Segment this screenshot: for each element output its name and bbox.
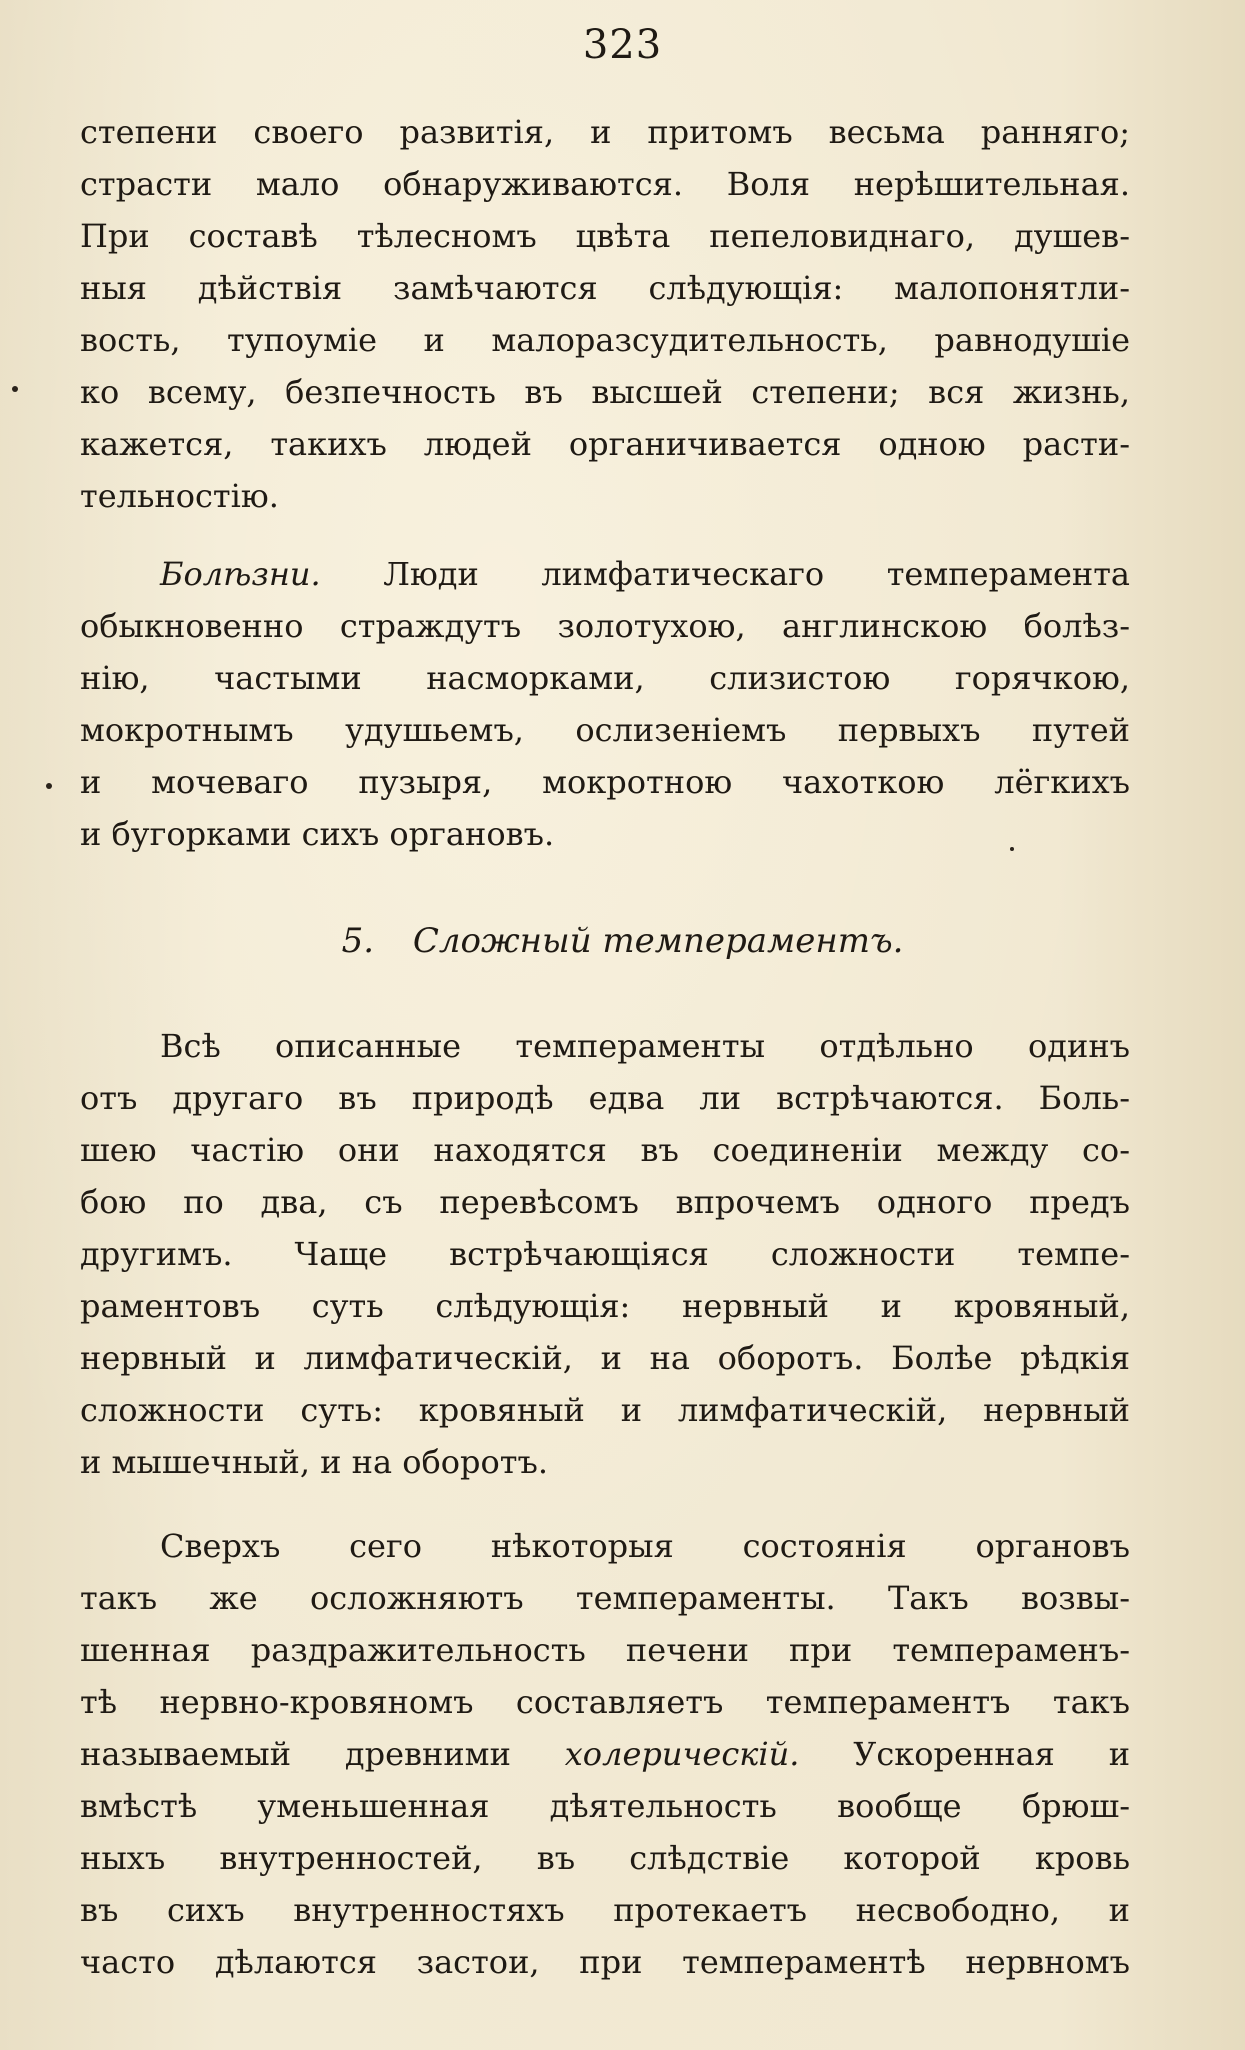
section-heading — [0, 915, 1245, 967]
paragraph-2 — [80, 548, 1130, 860]
text-line: При составѣ тѣлесномъ цвѣта пепеловиднаго, душев- — [80, 217, 1130, 255]
text-line: въ сихъ внутренностяхъ протекаетъ несвободно, и — [80, 1891, 1130, 1929]
text-line: нію, частыми насморками, слизистою горячкою, — [80, 659, 1130, 697]
text-line: степени своего развитія, и притомъ весьма ранняго; — [80, 113, 1130, 151]
text-line: тѣ нервно-кровяномъ составляетъ темпераментъ такъ — [80, 1683, 1130, 1721]
text-line: и бугорками сихъ органовъ. — [80, 815, 555, 853]
text-line: часто дѣлаются застои, при темпераментѣ нервномъ — [80, 1943, 1130, 1981]
text-line: ныя дѣйствія замѣчаются слѣдующія: малопонятли- — [80, 269, 1130, 307]
text-line: обыкновенно страждутъ золотухою, англинскою болѣз- — [80, 607, 1130, 645]
margin-speck — [12, 386, 18, 392]
text-line: вмѣстѣ уменьшенная дѣятельность вообще брюш- — [80, 1787, 1130, 1825]
paragraph-3 — [80, 1020, 1130, 1488]
text-line: другимъ. Чаще встрѣчающіяся сложности темпе- — [80, 1235, 1130, 1273]
section-number: 5. — [341, 921, 375, 961]
text-line: страсти мало обнаруживаются. Воля нерѣшительная. — [80, 165, 1130, 203]
text-line: раментовъ суть слѣдующія: нервный и кровяный, — [80, 1287, 1130, 1325]
text-line: тельностію. — [80, 477, 279, 515]
text-line: бою по два, съ перевѣсомъ впрочемъ одного предъ — [80, 1183, 1130, 1221]
text-line: мокротнымъ удушьемъ, ослизеніемъ первыхъ путей — [80, 711, 1130, 749]
text-line: шею частію они находятся въ соединеніи между со- — [80, 1131, 1130, 1169]
text-span: Люди лимфатическаго темперамента — [383, 555, 1130, 593]
margin-speck — [46, 783, 52, 789]
text-line: сложности суть: кровяный и лимфатическій, нервный — [80, 1391, 1130, 1429]
text-span: Ускоренная и — [853, 1735, 1130, 1773]
text-line-mixed — [80, 1728, 1130, 1780]
text-line: Всѣ описанные темпераменты отдѣльно одинъ — [160, 1027, 1130, 1065]
paragraph-1 — [80, 106, 1130, 522]
text-line: кажется, такихъ людей органичивается одною расти- — [80, 425, 1130, 463]
text-line: и мочеваго пузыря, мокротною чахоткою лёгкихъ — [80, 763, 1130, 801]
text-line: Сверхъ сего нѣкоторыя состоянія органовъ — [160, 1527, 1130, 1565]
section-title: Сложный темпераментъ. — [412, 921, 904, 961]
text-line: такъ же осложняютъ темпераменты. Такъ возвы- — [80, 1579, 1130, 1617]
text-span: называемый древними — [80, 1735, 511, 1773]
paragraph-4 — [80, 1520, 1130, 1988]
text-line: и мышечный, и на оборотъ. — [80, 1443, 549, 1481]
text-line: ныхъ внутренностей, въ слѣдствіе которой кровь — [80, 1839, 1130, 1877]
text-line: отъ другаго въ природѣ едва ли встрѣчаются. Боль- — [80, 1079, 1130, 1117]
text-line: вость, тупоуміе и малоразсудительность, равнодушіе — [80, 321, 1130, 359]
italic-term: холерическій. — [564, 1735, 800, 1773]
text-line: ко всему, безпечность въ высшей степени; вся жизнь, — [80, 373, 1130, 411]
page-number: 323 — [582, 22, 663, 68]
section-lead: Болѣзни. — [160, 555, 321, 593]
margin-speck — [1010, 847, 1014, 851]
text-line: шенная раздражительность печени при темпераменъ- — [80, 1631, 1130, 1669]
text-line: нервный и лимфатическій, и на оборотъ. Болѣе рѣдкія — [80, 1339, 1130, 1377]
text-line-first — [80, 548, 1130, 600]
